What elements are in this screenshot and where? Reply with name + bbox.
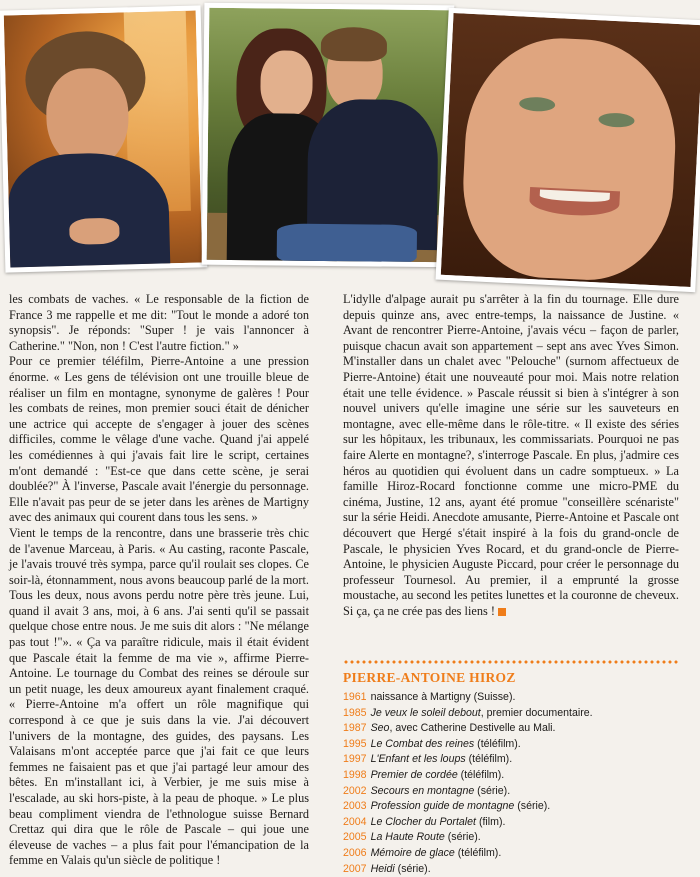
entry-year: 1998 <box>343 768 367 781</box>
entry-title: Seo <box>370 722 390 735</box>
entry-title: Premier de cordée <box>370 768 458 781</box>
entry-note: naissance à Martigny (Suisse). <box>370 691 516 703</box>
filmography-entry <box>343 706 679 722</box>
entry-title: Heidi <box>370 862 395 875</box>
entry-year: 2003 <box>343 800 367 813</box>
entry-year: 2007 <box>343 862 367 875</box>
entry-title: La Haute Route <box>370 831 445 844</box>
entry-note: (série). <box>474 784 511 797</box>
entry-note: , premier documentaire. <box>480 706 593 719</box>
filmography-entry <box>343 846 679 862</box>
photo-man-thinking <box>0 5 207 272</box>
filmography-entry <box>343 784 679 800</box>
filmography-entry <box>343 830 679 846</box>
entry-title: Mémoire de glace <box>370 846 455 859</box>
paragraph <box>343 292 679 619</box>
filmography-entry <box>343 768 679 784</box>
paragraph: les combats de vaches. « Le responsable de la fiction de France 3 me rappelle et me dit: "Tout le monde a adoré ton synopsis". Je réponds: "Super ! je vais l'annoncer à Catherine." "Non, non ! C'est l'autre fiction." » <box>9 292 309 353</box>
entry-title: Le Clocher du Portalet <box>370 815 476 828</box>
entry-year: 1985 <box>343 706 367 719</box>
filmography-entry <box>343 737 679 753</box>
filmography-entry <box>343 799 679 815</box>
entry-note: (téléfilm). <box>457 768 505 781</box>
entry-year: 1987 <box>343 722 367 735</box>
entry-title: Secours en montagne <box>370 784 475 797</box>
filmography-entry <box>343 752 679 768</box>
article-right-column <box>343 292 679 619</box>
entry-note: (série). <box>444 831 481 844</box>
entry-title: Je veux le soleil debout <box>370 706 481 719</box>
filmography-box <box>343 660 679 877</box>
entry-year: 2006 <box>343 846 367 859</box>
entry-year: 2005 <box>343 831 367 844</box>
entry-note: (téléfilm). <box>454 846 502 859</box>
photo-woman-closeup <box>436 8 700 292</box>
entry-note: (film). <box>476 815 506 828</box>
entry-note: (téléfilm). <box>465 753 513 766</box>
filmography-entry <box>343 721 679 737</box>
filmography-entry <box>343 815 679 831</box>
entry-year: 1995 <box>343 737 367 750</box>
article-left-column <box>9 292 309 869</box>
entry-note: (série). <box>394 862 431 875</box>
entry-title: Le Combat des reines <box>370 737 475 750</box>
entry-note: , avec Catherine Destivelle au Mali. <box>389 722 556 735</box>
entry-note: (téléfilm). <box>474 737 521 750</box>
entry-year: 2002 <box>343 784 367 797</box>
paragraph: Pour ce premier téléfilm, Pierre-Antoine a une pression énorme. « Les gens de télévision ont une trouille bleue de réaliser un film en montagne, synonyme de galères ! Pour les combats de reines, mon premier souci était de dénicher une actrice qui accepte de s'engager à jouer des scènes difficiles, comme le vêlage d'une vache. Quand j'ai appelé les comédiennes à qui j'avais fait lire le script, certaines m'ont demandé : "Est-ce que dans cette scène, je serai doublée?" À l'inverse, Pascale avait l'énergie du personnage. Elle n'avait pas peur de se jeter dans les arènes de Martigny avec des animaux qui courent dans tous les sens. » <box>9 354 309 525</box>
entry-year: 1997 <box>343 753 367 766</box>
entry-title: Profession guide de montagne <box>370 800 515 813</box>
filmography-entry <box>343 862 679 877</box>
paragraph: Vient le temps de la rencontre, dans une brasserie très chic de l'avenue Marceau, à Paris. « Au casting, raconte Pascale, je l'avais trouvé très sympa, parce qu'il roulait ses clopes. Ce soir-là, étonnamment, nous avons beaucoup parlé de la mort. Tous les deux, nous avons perdu notre père très jeune. Lui, quand il avait 3 ans, moi, à 6 ans. J'ai senti qu'il se passait quelque chose entre nous. Je me suis dit alors : "Ne mélange pas tout !"». « Ça va paraître ridicule, mais il était évident que Pascale était la femme de ma vie », affirme Pierre-Antoine. Le tournage du Combat des reines se déroule sur un petit nuage, les deux amoureux ayant finalement craqué. « Pierre-Antoine m'a offert un rôle magnifique qui correspond à ce que je suis dans la vie. J'ai découvert l'univers de la montagne, des guides, des paysans. Les Valaisans m'ont acceptée parce que j'ai fait ce que leurs femmes ne faisaient pas et que j'ai partagé leur amour des bêtes. En m'installant ici, à Verbier, je me suis mise à l'escalade, au ski hors-piste, à la peau de phoque. » Le plus beau compliment viendra de l'ethnologue suisse Bernard Crettaz qui dira que le rôle de Pascale – qui joue une éleveuse de vaches – a plus fait pour l'émancipation de la femme en Valais qu'un siècle de politique ! <box>9 525 309 868</box>
filmography-list <box>343 690 679 877</box>
entry-title: L'Enfant et les loups <box>370 753 466 766</box>
photo-couple <box>202 3 455 268</box>
entry-note: (série). <box>514 800 551 813</box>
end-of-article-mark <box>498 608 506 616</box>
filmography-entry <box>343 690 679 706</box>
entry-year: 1961 <box>343 691 367 703</box>
dotted-divider <box>343 660 679 664</box>
filmography-title: PIERRE-ANTOINE HIROZ <box>343 670 516 685</box>
entry-year: 2004 <box>343 815 367 828</box>
paragraph-text: L'idylle d'alpage aurait pu s'arrêter à la fin du tournage. Elle dure depuis quinze ans, avec entre-temps, la naissance de Justine. « Avant de rencontrer Pierre-Antoine, j'avais vécu – façon de parler, puisque chacun avait son appartement – sept ans avec Yves Simon. M'installer dans un chalet avec "Pelouche" (surnom affectueux de Pierre-Antoine) était une nouveauté pour moi. Mais notre relation était une telle évidence. » Pascale réussit si bien à s'intégrer à son nouvel univers qu'elle imagine une série sur les sauveteurs en montagne, avec elle-même dans le rôle-titre. « Il existe des séries sur les hôpitaux, les tribunaux, les commissariats. Pourquoi ne pas faire Alerte en montagne?, s'interroge Pascale. En plus, j'admire ces héros au quotidien qui évoluent dans un cadre somptueux. » La famille Hiroz-Rocard fonctionne comme une micro-PME du cinéma, Justine, 12 ans, ayant été promue "conseillère scénariste" sur la série Heidi. Anecdote amusante, Pierre-Antoine et Pascale ont découvert que Hergé s'était inspiré à la fois du grand-oncle de Pascale, le physicien Yves Rocard, et du grand-oncle de Pierre-Antoine, le physicien Auguste Piccard, pour créer le personnage du professeur Tournesol. Au premier, il a emprunté la grosse moustache, au second les petites lunettes et la couronne de cheveux. Si ça, ça ne crée pas des liens ! <box>343 292 679 618</box>
